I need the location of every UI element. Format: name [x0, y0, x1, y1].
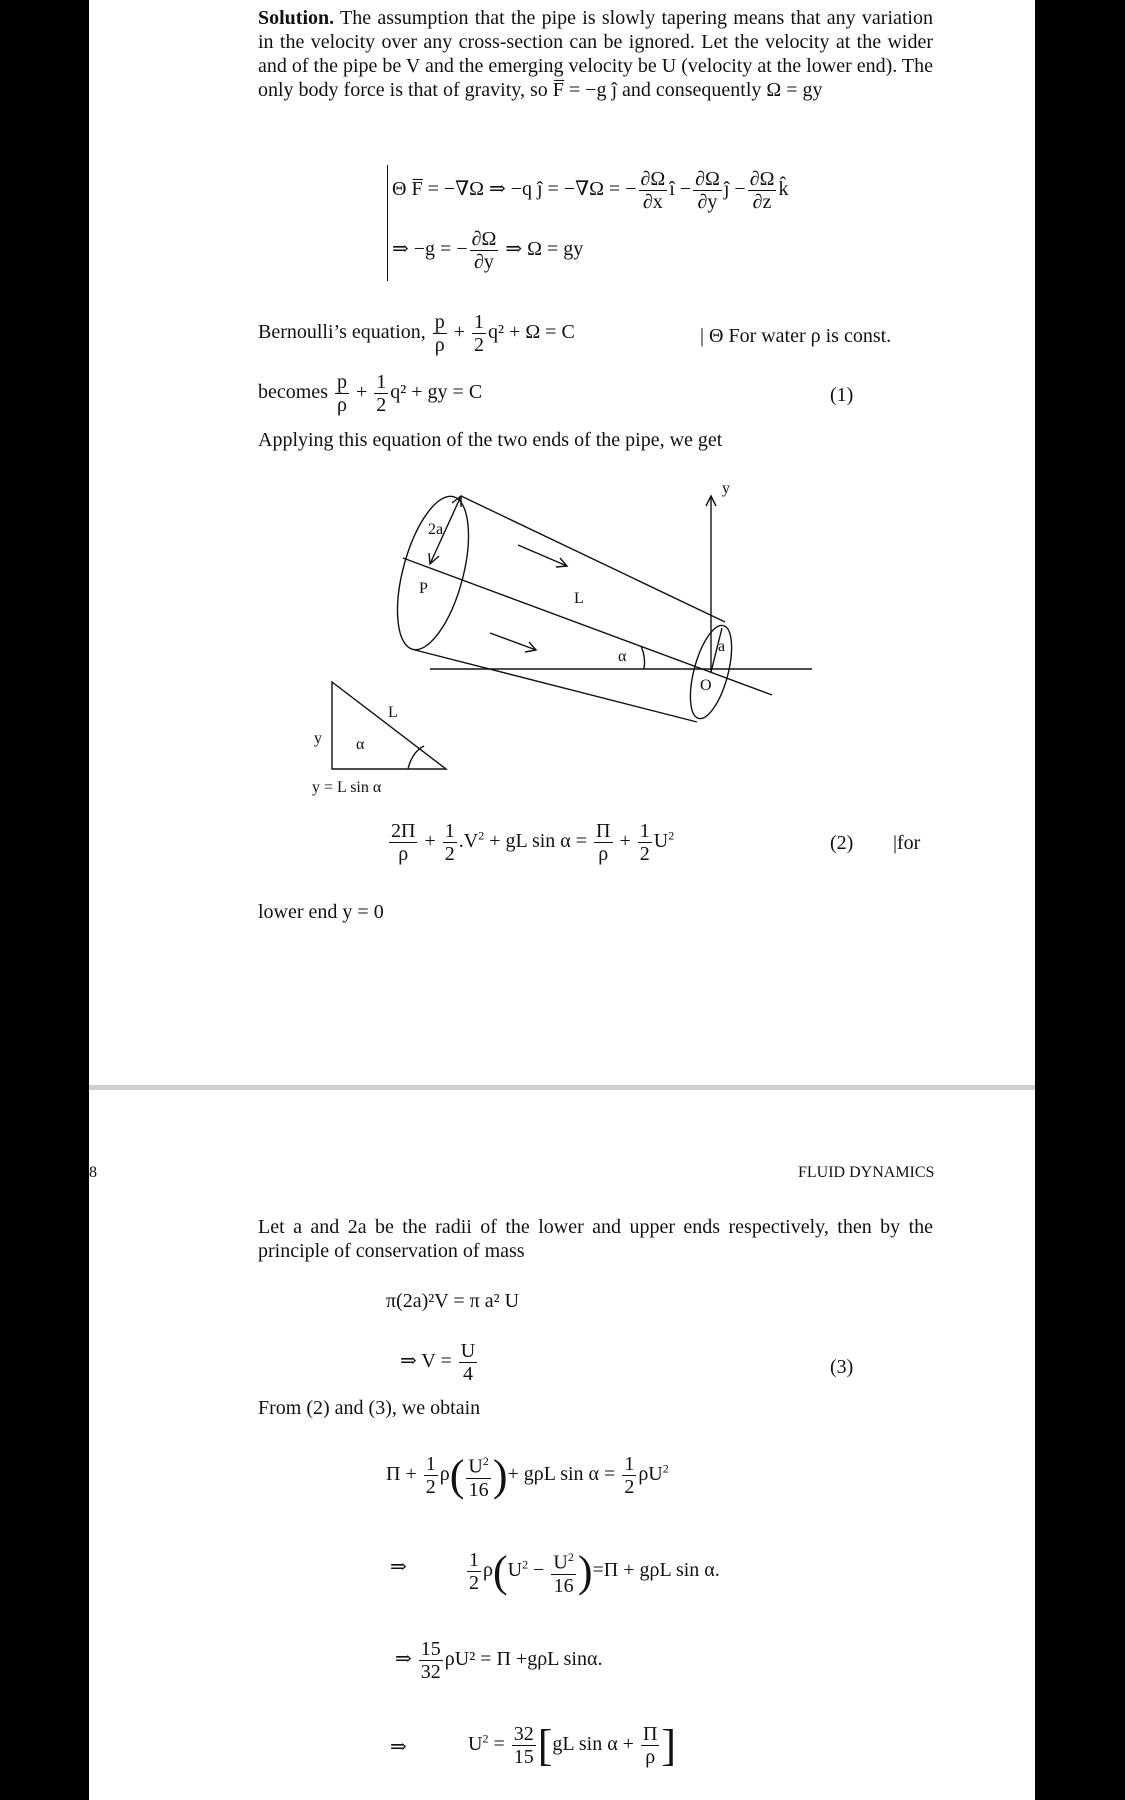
becomes-label: becomes	[258, 381, 328, 404]
pipe-top-edge	[461, 496, 725, 622]
mass-equation: π(2a)²V = π a² U	[386, 1290, 520, 1312]
upper-end-ellipse	[384, 489, 483, 657]
equation-gradient-line: Θ F̅ = −∇Ω ⇒ −q ĵ = −∇Ω = − $\frac{\partial\Omega}{\partial x}$ î − $\frac{\partial\Omega}{\partial y}$ ĵ − $\frac{\partial\Omega}{\partial z}$ k̂	[392, 168, 789, 213]
triangle-label-y: y	[314, 730, 322, 747]
lower-end-text: lower end y = 0	[258, 901, 384, 923]
eq-potential-end: ⇒ Ω = gy	[505, 238, 584, 261]
derivation-step-4: $U^2$ = $\frac{32}{15}$ [gL sin α + $\frac{\Pi}{\rho}$ ]	[468, 1721, 677, 1770]
label-L: L	[574, 590, 584, 607]
pipe-bottom-edge	[415, 650, 697, 722]
eq-potential-start: ⇒ −g = −	[392, 238, 468, 261]
applying-text: Applying this equation of the two ends of the pipe, we get	[258, 429, 723, 451]
label-a: a	[718, 638, 726, 655]
solution-text: The assumption that the pipe is slowly tapering means that any variation in the velocity over any cross-section can be ignored. Let the velocity at the wider and of the pipe be V and the emerging velocity be U (velocity at the lower end). The only body force is that of gravity, so F̅ = −g ĵ and consequently Ω = gy	[258, 7, 933, 101]
triangle	[332, 682, 446, 769]
equation-2: $\frac{2\Pi}{\rho}$ + $\frac{1}{2}$ $.V^2$ + gL sin α = $\frac{\Pi}{\rho}$ + $\frac{1}{2}$ $U^2$	[391, 820, 675, 865]
triangle-alpha-arc	[408, 746, 424, 769]
triangle-label-alpha: α	[356, 736, 365, 753]
solution-label: Solution.	[258, 7, 335, 29]
equation-number-1: (1)	[830, 384, 854, 406]
triangle-label-L: L	[388, 704, 398, 721]
alpha-arc	[641, 646, 645, 669]
label-alpha: α	[618, 648, 627, 665]
bernoulli-rest: q² + Ω = C	[488, 321, 575, 344]
intro-paragraph: Let a and 2a be the radii of the lower and upper ends respectively, then by the principle of conservation of mass	[258, 1216, 933, 1262]
triangle-caption: y = L sin α	[312, 779, 382, 796]
bernoulli-note: | Θ For water ρ is const.	[700, 325, 892, 347]
running-header: FLUID DYNAMICS	[798, 1164, 935, 1181]
label-2a: 2a	[428, 521, 444, 538]
equation-number-3: (3)	[830, 1356, 854, 1378]
label-P: P	[419, 580, 428, 597]
equation-number-2: (2)	[830, 832, 854, 854]
implies-step-4: ⇒	[390, 1736, 407, 1758]
label-O: O	[700, 677, 712, 694]
eq3-prefix: ⇒ V =	[400, 1350, 452, 1373]
equation-potential-line: ⇒ −g = − $\frac{\partial\Omega}{\partial y}$ ⇒ Ω = gy	[392, 228, 584, 273]
bernoulli-label: Bernoulli’s equation,	[258, 321, 426, 344]
from-text: From (2) and (3), we obtain	[258, 1397, 481, 1419]
step-3-rest: ρU² = Π +gρL sinα.	[444, 1648, 603, 1671]
page-number: 8	[89, 1164, 97, 1181]
equation-3: ⇒ V = $\frac{U}{4}$	[400, 1340, 476, 1385]
derivation-step-2: $\frac{1}{2}$ $\rho(U^2$ − $\frac{U^2}{16}$ )=Π + gρL sin α.	[469, 1547, 720, 1597]
label-y: y	[722, 480, 730, 497]
flow-arrow-upper	[518, 545, 567, 566]
becomes-rest: q² + gy = C	[390, 381, 483, 404]
derivation-step-3: ⇒ $\frac{15}{32}$ ρU² = Π +gρL sinα.	[395, 1638, 603, 1683]
derivation-step-1: Π + $\frac{1}{2}$ ρ( $\frac{U^2}{16}$ )+ gρL sin α = $\frac{1}{2}$ $\rho U^2$	[386, 1451, 669, 1501]
implies-step-2: ⇒	[390, 1556, 407, 1578]
flow-arrow-lower	[490, 633, 536, 650]
becomes-equation: becomes $\frac{p}{\rho}$ + $\frac{1}{2}$ q² + gy = C	[258, 371, 483, 416]
bernoulli-equation: Bernoulli’s equation, $\frac{p}{\rho}$ + $\frac{1}{2}$ q² + Ω = C	[258, 311, 575, 356]
eq-gradient-start: Θ F̅ = −∇Ω ⇒ −q ĵ = −∇Ω = −	[392, 178, 637, 201]
equation-2-note: |for	[893, 832, 921, 854]
implies-step-3: ⇒	[395, 1648, 412, 1671]
